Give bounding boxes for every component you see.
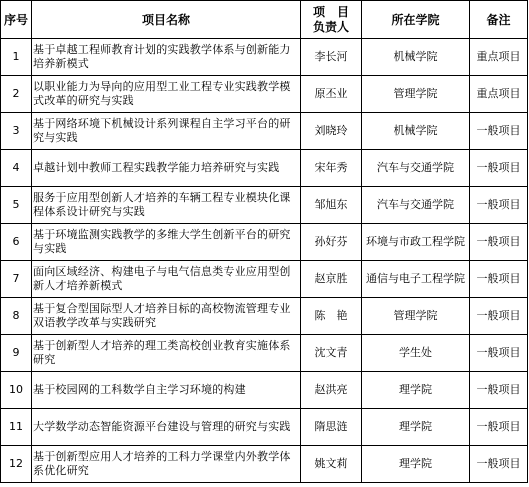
row-note: 一般项目 [470, 409, 528, 446]
row-project-name: 卓越计划中教师工程实践教学能力培养研究与实践 [32, 150, 301, 187]
row-leader: 刘晓玲 [301, 113, 362, 150]
row-leader: 原丕业 [301, 76, 362, 113]
row-college: 管理学院 [362, 76, 470, 113]
row-leader: 宋年秀 [301, 150, 362, 187]
row-project-name: 基于校园网的工科数学自主学习环境的构建 [32, 372, 301, 409]
table-row [1, 224, 528, 261]
row-project-name: 基于创新型应用人才培养的工科力学课堂内外教学体系优化研究 [32, 446, 301, 483]
row-college: 机械学院 [362, 39, 470, 76]
row-note: 重点项目 [470, 39, 528, 76]
row-college: 管理学院 [362, 298, 470, 335]
row-college: 理学院 [362, 409, 470, 446]
row-index: 11 [1, 409, 32, 446]
row-index: 3 [1, 113, 32, 150]
row-leader: 李长河 [301, 39, 362, 76]
table-row [1, 409, 528, 446]
row-index: 6 [1, 224, 32, 261]
row-college: 环境与市政工程学院 [362, 224, 470, 261]
row-college: 理学院 [362, 372, 470, 409]
table-row [1, 113, 528, 150]
row-leader: 隋思涟 [301, 409, 362, 446]
table-row [1, 298, 528, 335]
row-note: 一般项目 [470, 187, 528, 224]
row-project-name: 基于创新型人才培养的理工类高校创业教育实施体系研究 [32, 335, 301, 372]
row-project-name: 基于卓越工程师教育计划的实践教学体系与创新能力培养新模式 [32, 39, 301, 76]
header-leader-line1: 项 目 [312, 4, 349, 19]
table-row [1, 446, 528, 483]
row-note: 一般项目 [470, 335, 528, 372]
row-college: 通信与电子工程学院 [362, 261, 470, 298]
header-project-name: 项目名称 [32, 1, 301, 39]
row-leader: 赵洪亮 [301, 372, 362, 409]
row-college: 理学院 [362, 446, 470, 483]
row-index: 12 [1, 446, 32, 483]
table-header [1, 1, 528, 39]
header-leader [301, 1, 362, 39]
row-leader: 姚文莉 [301, 446, 362, 483]
row-note: 一般项目 [470, 446, 528, 483]
row-project-name: 基于网络环境下机械设计系列课程自主学习平台的研究与实践 [32, 113, 301, 150]
row-project-name: 基于复合型国际型人才培养目标的高校物流管理专业双语教学改革与实践研究 [32, 298, 301, 335]
row-college: 机械学院 [362, 113, 470, 150]
row-note: 一般项目 [470, 113, 528, 150]
table-row [1, 335, 528, 372]
row-leader: 沈文青 [301, 335, 362, 372]
table-row [1, 150, 528, 187]
row-project-name: 以职业能力为导向的应用型工业工程专业实践教学模式改革的研究与实践 [32, 76, 301, 113]
row-index: 1 [1, 39, 32, 76]
table-body [1, 39, 528, 483]
row-college: 汽车与交通学院 [362, 187, 470, 224]
row-project-name: 大学数学动态智能资源平台建设与管理的研究与实践 [32, 409, 301, 446]
row-note: 重点项目 [470, 76, 528, 113]
row-leader: 陈 艳 [301, 298, 362, 335]
table-row [1, 187, 528, 224]
header-row [1, 1, 528, 39]
row-index: 4 [1, 150, 32, 187]
row-index: 10 [1, 372, 32, 409]
row-college: 汽车与交通学院 [362, 150, 470, 187]
row-index: 7 [1, 261, 32, 298]
row-note: 一般项目 [470, 372, 528, 409]
header-index: 序号 [1, 1, 32, 39]
row-index: 8 [1, 298, 32, 335]
row-index: 2 [1, 76, 32, 113]
row-leader: 孙好芬 [301, 224, 362, 261]
row-project-name: 服务于应用型创新人才培养的车辆工程专业模块化课程体系设计研究与实践 [32, 187, 301, 224]
table-row [1, 76, 528, 113]
header-leader-line2: 负责人 [312, 19, 349, 34]
table-row [1, 261, 528, 298]
table-row [1, 372, 528, 409]
row-leader: 赵京胜 [301, 261, 362, 298]
row-note: 一般项目 [470, 150, 528, 187]
row-note: 一般项目 [470, 298, 528, 335]
row-index: 5 [1, 187, 32, 224]
header-college: 所在学院 [362, 1, 470, 39]
row-project-name: 基于环境监测实践教学的多维大学生创新平台的研究与实践 [32, 224, 301, 261]
row-index: 9 [1, 335, 32, 372]
row-note: 一般项目 [470, 261, 528, 298]
row-college: 学生处 [362, 335, 470, 372]
row-leader: 邹旭东 [301, 187, 362, 224]
row-note: 一般项目 [470, 224, 528, 261]
row-project-name: 面向区域经济、构建电子与电气信息类专业应用型创新人才培养新模式 [32, 261, 301, 298]
header-note: 备注 [470, 1, 528, 39]
table-row [1, 39, 528, 76]
